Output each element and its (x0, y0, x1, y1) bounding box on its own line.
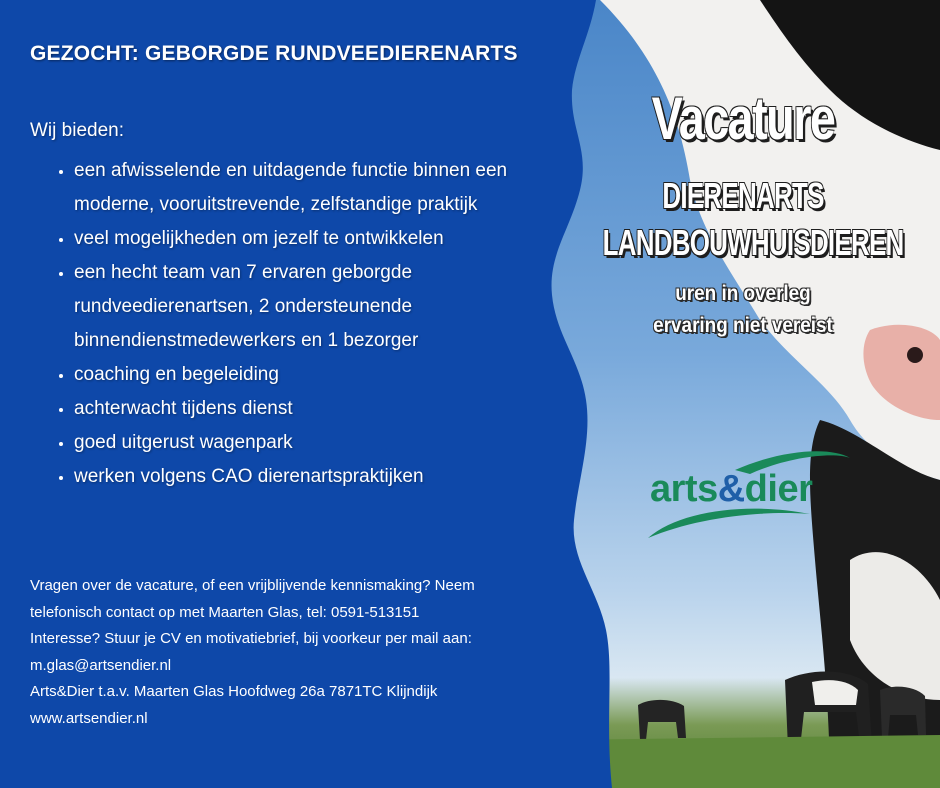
contact-info (30, 573, 475, 732)
logo-swoosh-bottom (648, 509, 810, 538)
page-heading: GEZOCHT: GEBORGDE RUNDVEEDIERENARTS (30, 42, 518, 65)
vacancy-title: Vacature (651, 85, 835, 152)
contact-email-link[interactable]: m.glas@artsendier.nl (30, 656, 172, 674)
list-item: • achterwacht tijdens dienst (74, 392, 564, 426)
list-item: • coaching en begeleiding (74, 358, 564, 392)
contact-address: Arts&Dier t.a.v. Maarten Glas Hoofdweg 26a 7871TC Klijndijk (30, 683, 438, 700)
contact-line: Interesse? Stuur je CV en motivatiebrief, bij voorkeur per mail aan: (30, 630, 472, 647)
role-title-line-1: DIERENARTS (662, 175, 824, 216)
contact-line: telefonisch contact op met Maarten Glas, tel: 0591-513151 (30, 603, 420, 621)
list-item: • een afwisselende en uitdagende functie binnen een moderne, vooruitstrevende, zelfstandige praktijk (74, 154, 564, 222)
list-item: • veel mogelijkheden om jezelf te ontwikkelen (74, 222, 564, 256)
role-title-line-2: LANDBOUWHUISDIEREN (602, 222, 904, 263)
logo-ampersand: & (717, 468, 745, 510)
list-item: • goed uitgerust wagenpark (74, 426, 564, 460)
arts-dier-logo (640, 440, 855, 550)
offer-intro: Wij bieden: (30, 120, 124, 141)
contact-line: Vragen over de vacature, of een vrijblijvende kennismaking? Neem (30, 577, 475, 594)
list-item: • een hecht team van 7 ervaren geborgde rundveedierenartsen, 2 ondersteunende binnendienstmedewerkers en 1 bezorger (74, 256, 564, 358)
list-item: • werken volgens CAO dierenartspraktijken (74, 460, 564, 494)
website-link[interactable]: www.artsendier.nl (30, 709, 148, 727)
logo-text-arts: arts (650, 468, 718, 510)
logo-text-dier: dier (744, 468, 813, 510)
hours-note: uren in overleg (675, 282, 811, 305)
vacancy-title-block (548, 84, 938, 342)
experience-note: ervaring niet vereist (653, 314, 833, 337)
offer-list (46, 154, 564, 494)
logo-wordmark (650, 468, 812, 511)
